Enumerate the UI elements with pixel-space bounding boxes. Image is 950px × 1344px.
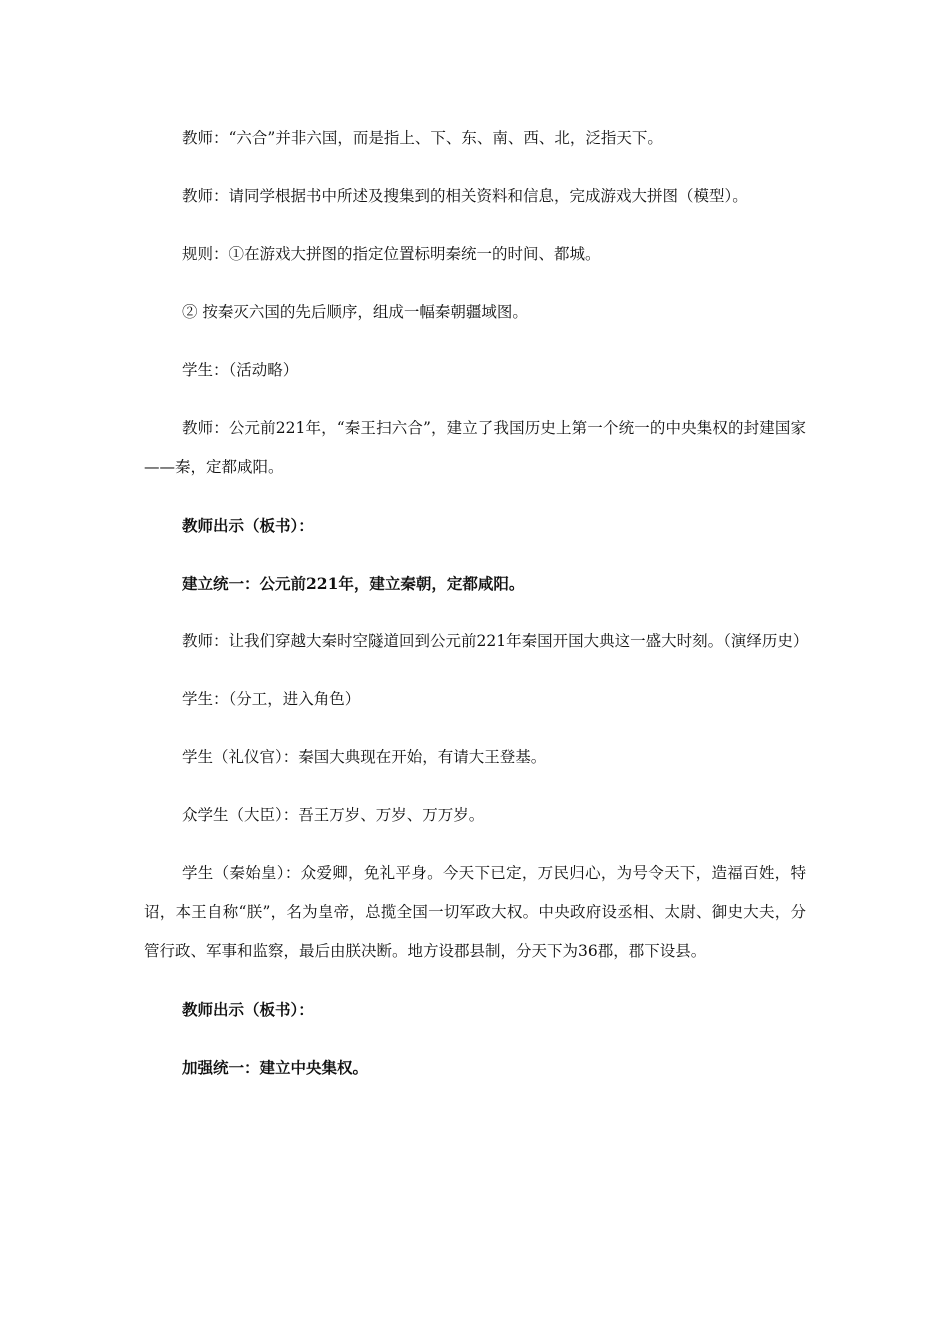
paragraph-student-activity: 学生：（活动略） — [182, 361, 299, 379]
paragraph-role-play-intro: 教师：让我们穿越大秦时空隧道回到公元前221年秦国开国大典这一盛大时刻。（演绎历史） — [182, 632, 809, 650]
board-heading-2: 教师出示（板书）： — [182, 1000, 314, 1019]
board-heading-1: 教师出示（板书）： — [182, 516, 314, 535]
paragraph-first-emperor: 学生（秦始皇）：众爱卿，免礼平身。今天下已定，万民归心，为号令天下，造福百姓，特诏，本王自称“朕”，名为皇帝，总揽全国一切军政大权。中央政府设丞相、太尉、御史大夫，分管行政、军事和监察，最后由朕决断。地方设郡县制，分天下为36郡，郡下设县。 — [144, 864, 806, 960]
paragraph-qin-unification: 教师：公元前221年，“秦王扫六合”，建立了我国历史上第一个统一的中央集权的封建国家——秦，定都咸阳。 — [144, 419, 806, 476]
board-note-unification: 建立统一：公元前221年，建立秦朝，定都咸阳。 — [182, 574, 525, 593]
paragraph-rule-2: ② 按秦灭六国的先后顺序，组成一幅秦朝疆域图。 — [182, 303, 528, 321]
board-note-centralization: 加强统一：建立中央集权。 — [182, 1058, 369, 1077]
paragraph-ministers: 众学生（大臣）：吾王万岁、万岁、万万岁。 — [182, 806, 485, 824]
paragraph-rule-1: 规则：①在游戏大拼图的指定位置标明秦统一的时间、都城。 — [182, 245, 601, 263]
paragraph-liuhe-explanation: 教师：“六合”并非六国，而是指上、下、东、南、西、北，泛指天下。 — [182, 129, 663, 147]
paragraph-student-roles: 学生：（分工，进入角色） — [182, 690, 361, 708]
paragraph-puzzle-instruction: 教师：请同学根据书中所述及搜集到的相关资料和信息，完成游戏大拼图（模型）。 — [182, 187, 748, 205]
paragraph-ceremony-official: 学生（礼仪官）：秦国大典现在开始，有请大王登基。 — [182, 748, 547, 766]
document-body — [144, 119, 809, 1106]
